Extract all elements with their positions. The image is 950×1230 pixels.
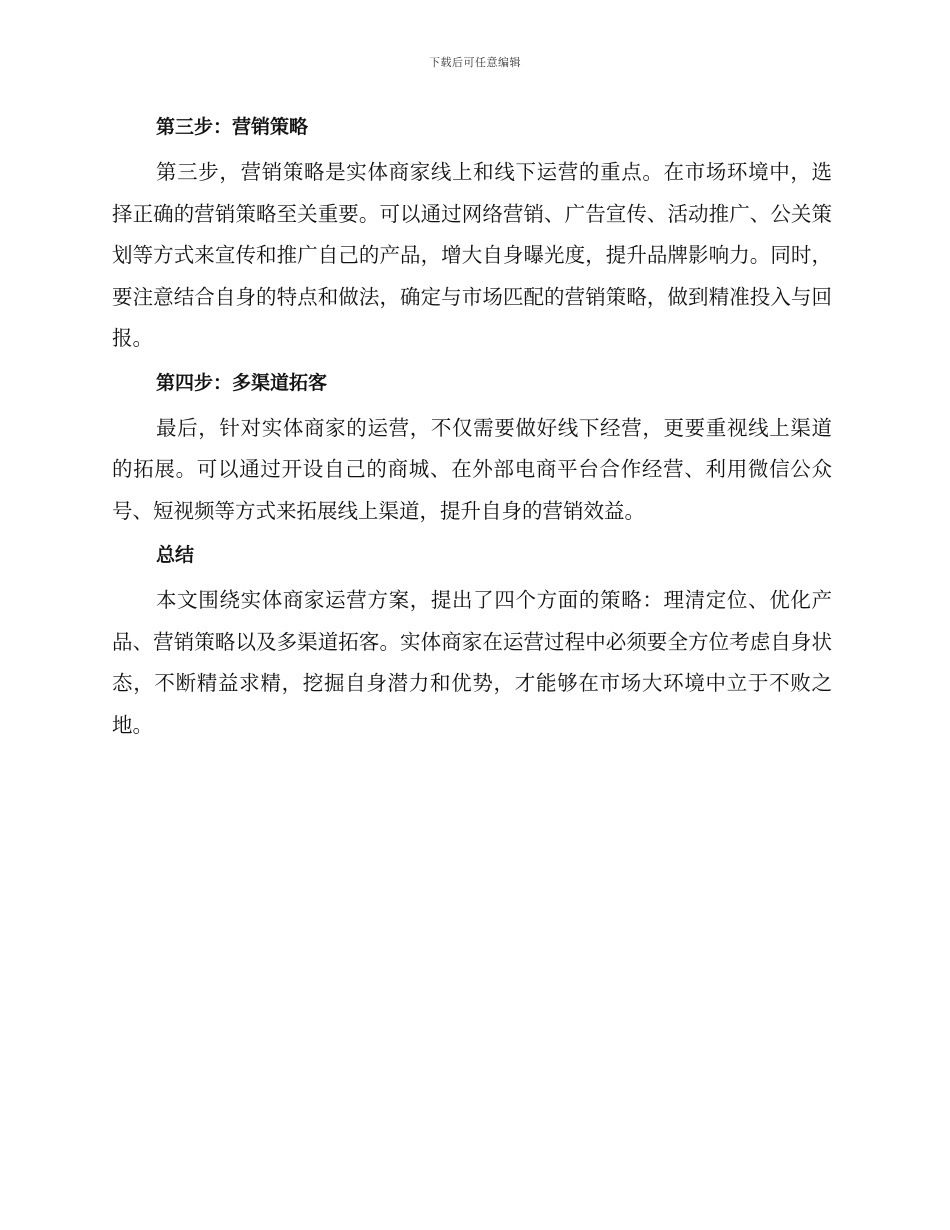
section-heading-multichannel: 第四步：多渠道拓客 — [156, 371, 328, 394]
section-heading-marketing: 第三步：营销策略 — [156, 116, 309, 138]
section-heading-summary: 总结 — [156, 544, 195, 566]
paragraph-multichannel: 最后，针对实体商家的运营，不仅需要做好线下经营，更要重视线上渠道的拓展。可以通过开设自己的商城、在外部电商平台合作经营、利用微信公众号、短视频等方式来拓展线上渠道，提升自身的营销效益。 — [112, 415, 832, 523]
document-body — [112, 108, 832, 746]
page-header-note: 下载后可任意编辑 — [429, 56, 521, 69]
paragraph-summary: 本文围绕实体商家运营方案，提出了四个方面的策略：理清定位、优化产品、营销策略以及多渠道拓客。实体商家在运营过程中必须要全方位考虑自身状态，不断精益求精，挖掘自身潜力和优势，才能够在市场大环境中立于不败之地。 — [112, 588, 832, 737]
paragraph-marketing: 第三步，营销策略是实体商家线上和线下运营的重点。在市场环境中，选择正确的营销策略至关重要。可以通过网络营销、广告宣传、活动推广、公关策划等方式来宣传和推广自己的产品，增大自身曝光度，提升品牌影响力。同时，要注意结合自身的特点和做法，确定与市场匹配的营销策略，做到精准投入与回报。 — [112, 160, 832, 350]
